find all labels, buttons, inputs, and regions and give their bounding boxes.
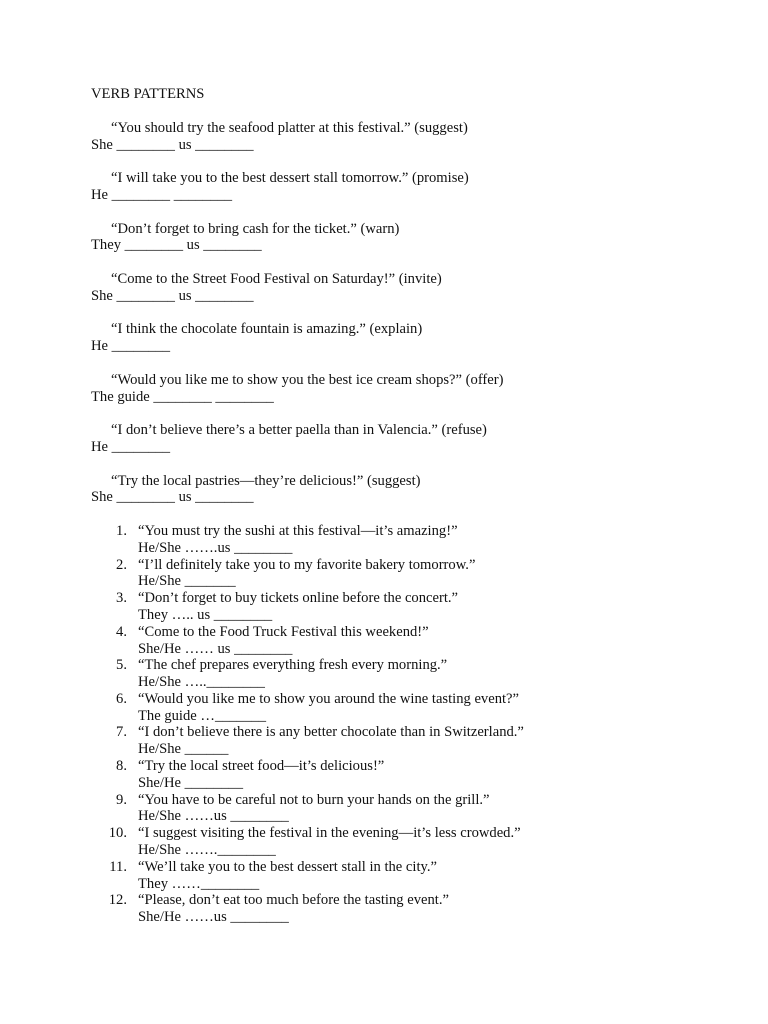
list-item [91, 624, 691, 658]
item-quote: “The chef prepares everything fresh every morning.” [138, 657, 448, 674]
example-answer: He ________ [91, 338, 171, 355]
item-quote: “We’ll take you to the best dessert stall in the city.” [138, 858, 437, 875]
example-quote: “Try the local pastries—they’re delicious!” (suggest) [111, 472, 421, 489]
item-number: 6. [116, 690, 127, 707]
item-number: 2. [116, 556, 127, 573]
item-quote: “You have to be careful not to burn your hands on the grill.” [138, 791, 490, 808]
list-item [91, 691, 691, 725]
item-answer: He/She _______ [138, 573, 236, 590]
item-quote: “Come to the Food Truck Festival this weekend!” [138, 623, 429, 640]
item-answer: He/She …..________ [138, 674, 265, 691]
item-quote: “You must try the sushi at this festival—it’s amazing!” [138, 522, 458, 539]
item-answer: The guide …_______ [138, 707, 267, 724]
example-item [91, 120, 691, 154]
item-answer: She/He ……us ________ [138, 909, 289, 926]
item-answer: He/She ______ [138, 741, 229, 758]
item-quote: “Would you like me to show you around the wine tasting event?” [138, 690, 520, 707]
example-quote: “I think the chocolate fountain is amazing.” (explain) [111, 321, 423, 338]
item-number: 10. [108, 825, 127, 842]
item-number: 5. [116, 657, 127, 674]
item-answer: They ….. us ________ [138, 606, 273, 623]
example-answer: She ________ us ________ [91, 136, 254, 153]
list-item [91, 657, 691, 691]
item-quote: “Don’t forget to buy tickets online before the concert.” [138, 590, 459, 607]
example-answer: They ________ us ________ [91, 237, 262, 254]
example-quote: “I will take you to the best dessert stall tomorrow.” (promise) [111, 170, 469, 187]
example-item [91, 271, 691, 305]
list-item [91, 792, 691, 826]
example-item [91, 221, 691, 255]
example-answer: She ________ us ________ [91, 489, 254, 506]
item-number: 8. [116, 758, 127, 775]
item-quote: “Please, don’t eat too much before the tasting event.” [138, 892, 449, 909]
example-quote: “You should try the seafood platter at this festival.” (suggest) [111, 119, 468, 136]
item-number: 4. [116, 623, 127, 640]
item-answer: He/She …….________ [138, 842, 276, 859]
example-quote: “Come to the Street Food Festival on Saturday!” (invite) [111, 270, 442, 287]
example-item [91, 321, 691, 355]
example-item [91, 422, 691, 456]
example-item [91, 473, 691, 507]
example-answer: She ________ us ________ [91, 287, 254, 304]
item-number: 1. [116, 522, 127, 539]
page-title: VERB PATTERNS [91, 86, 205, 102]
item-answer: She/He …… us ________ [138, 640, 293, 657]
example-item [91, 170, 691, 204]
item-answer: They ……________ [138, 875, 260, 892]
list-item [91, 523, 691, 557]
item-number: 11. [109, 858, 127, 875]
item-quote: “I’ll definitely take you to my favorite bakery tomorrow.” [138, 556, 476, 573]
item-number: 7. [116, 724, 127, 741]
list-item [91, 724, 691, 758]
list-item [91, 557, 691, 591]
list-item [91, 825, 691, 859]
item-answer: He/She …….us ________ [138, 539, 293, 556]
list-item [91, 892, 691, 926]
list-item [91, 758, 691, 792]
item-number: 3. [116, 590, 127, 607]
item-quote: “I don’t believe there is any better chocolate than in Switzerland.” [138, 724, 524, 741]
example-answer: He ________ [91, 438, 171, 455]
example-item [91, 372, 691, 406]
numbered-exercise-list [91, 523, 691, 926]
item-number: 12. [108, 892, 127, 909]
list-item [91, 590, 691, 624]
list-item [91, 859, 691, 893]
example-answer: The guide ________ ________ [91, 388, 274, 405]
item-answer: She/He ________ [138, 774, 243, 791]
example-quote: “I don’t believe there’s a better paella than in Valencia.” (refuse) [111, 422, 487, 439]
item-number: 9. [116, 791, 127, 808]
document-page [91, 86, 691, 926]
example-quote: “Don’t forget to bring cash for the ticket.” (warn) [111, 220, 400, 237]
example-quote: “Would you like me to show you the best ice cream shops?” (offer) [111, 371, 504, 388]
example-answer: He ________ ________ [91, 186, 233, 203]
item-quote: “Try the local street food—it’s delicious!” [138, 758, 385, 775]
item-quote: “I suggest visiting the festival in the evening—it’s less crowded.” [138, 825, 521, 842]
item-answer: He/She ……us ________ [138, 808, 289, 825]
